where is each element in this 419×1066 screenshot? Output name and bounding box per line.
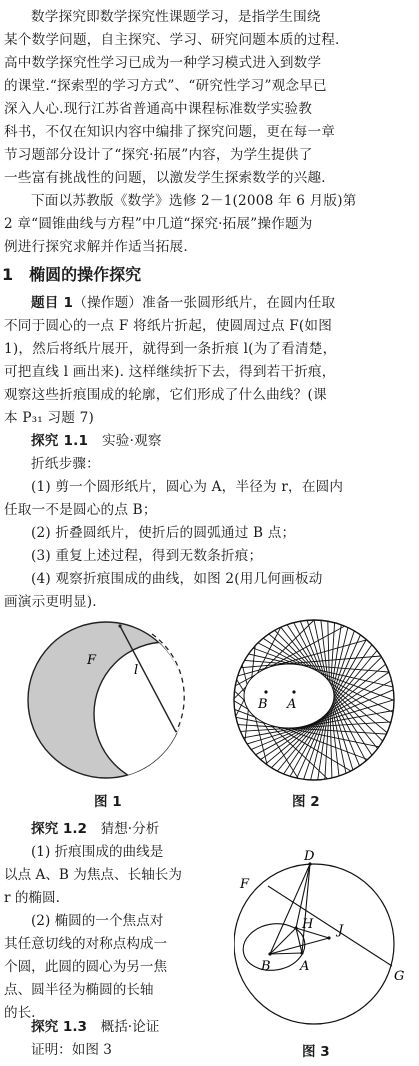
intro-line: 例进行探究求解并作适当拓展. bbox=[4, 239, 188, 255]
explore-line: (3) 重复上述过程，得到无数条折痕； bbox=[31, 548, 263, 564]
fig3-label-a: A bbox=[300, 959, 310, 974]
figure-3 bbox=[234, 850, 414, 1030]
fig3-ellipse bbox=[239, 919, 308, 975]
problem-line: 可把直线 l 画出来). 这样继续折下去，得到若干折痕， bbox=[4, 364, 336, 380]
figure-2 bbox=[222, 612, 412, 786]
explore-title: 概括·论证 bbox=[100, 1019, 160, 1035]
intro-line: 科书，不仅在知识内容中编排了探究问题，更在每一章 bbox=[4, 124, 336, 140]
intro-line: 深入人心.现行江苏省普通高中课程标准数学实验教 bbox=[4, 101, 312, 117]
problem-line: （操作题）准备一张圆形纸片，在圆内任取 bbox=[73, 295, 336, 311]
explore-line: r 的椭圆. bbox=[4, 890, 60, 906]
explore-line: 其任意切线的对称点构成一 bbox=[4, 936, 168, 952]
figure-1 bbox=[16, 614, 206, 784]
fig1-label-l: l bbox=[134, 663, 139, 678]
explore-title: 猜想·分析 bbox=[100, 821, 160, 837]
explore-line: (1) 剪一个圆形纸片，圆心为 A，半径为 r，在圆内 bbox=[31, 479, 344, 495]
fig3-label-h: H bbox=[302, 917, 314, 932]
problem-line: 不同于圆心的一点 F 将纸片折起，使圆周过点 F(如图 bbox=[4, 318, 332, 334]
explore-1-2 bbox=[4, 818, 236, 1025]
explore-line: (2) 折叠圆纸片，使折后的圆弧通过 B 点； bbox=[31, 525, 296, 541]
intro-line: 一些富有挑战性的问题，以激发学生探索数学的兴趣. bbox=[4, 170, 326, 186]
fig2-label-b: B bbox=[258, 697, 268, 712]
problem-line: 本 P₃₁ 习题 7) bbox=[4, 410, 94, 426]
fig2-label-a: A bbox=[287, 697, 297, 712]
fig3-label-b: B bbox=[261, 959, 271, 974]
explore-line: (4) 观察折痕围成的曲线，如图 2(用几何画板动 bbox=[31, 571, 323, 587]
fig1-label-f: F bbox=[87, 653, 97, 668]
explore-line: 点、圆半径为椭圆的长轴 bbox=[4, 982, 154, 998]
figure-3-caption: 图 3 bbox=[302, 1044, 330, 1060]
explore-1-1 bbox=[4, 430, 412, 614]
explore-title: 实验·观察 bbox=[102, 433, 162, 449]
explore-label: 探究 1.1 bbox=[31, 433, 89, 449]
explore-line: 画演示更明显). bbox=[4, 594, 97, 610]
intro-line: 数学探究即数学探究性课题学习，是指学生围绕 bbox=[31, 9, 321, 25]
figure-1-caption: 图 1 bbox=[94, 794, 122, 810]
intro-line: 2 章“圆锥曲线与方程”中几道“探究·拓展”操作题为 bbox=[4, 216, 313, 232]
problem-line: 观察这些折痕围成的轮廓，它们形成了什么曲线？(课 bbox=[4, 387, 327, 403]
explore-label: 探究 1.2 bbox=[31, 821, 88, 837]
explore-label: 探究 1.3 bbox=[31, 1019, 88, 1035]
figure-2-caption: 图 2 bbox=[292, 794, 320, 810]
problem-label: 题目 1 bbox=[31, 295, 74, 311]
explore-line: 折纸步骤： bbox=[31, 456, 100, 472]
intro-line: 高中数学探究性学习已成为一种学习模式进入到数学 bbox=[4, 55, 322, 71]
section-heading: 1 椭圆的操作探究 bbox=[2, 265, 142, 284]
fig3-label-j: J bbox=[338, 923, 344, 938]
explore-line: (1) 折痕围成的曲线是 bbox=[31, 844, 164, 860]
intro-line: 节习题部分设计了“探究·拓展”内容，为学生提供了 bbox=[4, 147, 313, 163]
fig3-label-d: D bbox=[304, 850, 315, 864]
fig3-circle bbox=[234, 864, 394, 1024]
problem-1 bbox=[4, 292, 412, 430]
explore-line: 个圆，此圆的圆心为另一焦 bbox=[4, 959, 168, 975]
problem-line: 1)，然后将纸片展开，就得到一条折痕 l(为了看清楚， bbox=[4, 341, 337, 357]
fig3-label-g: G bbox=[394, 969, 405, 984]
explore-line: 任取一不是圆心的点 B； bbox=[4, 502, 157, 518]
fig2-ellipse bbox=[244, 664, 334, 728]
explore-line: (2) 椭圆的一个焦点对 bbox=[31, 913, 164, 929]
explore-1-3 bbox=[4, 1016, 236, 1062]
intro-line: 的课堂.“探索型的学习方式”、“研究性学习”观念早已 bbox=[4, 78, 327, 94]
explore-line: 证明：如图 3 bbox=[31, 1042, 112, 1058]
fig3-label-f: F bbox=[240, 877, 250, 892]
intro-line: 下面以苏教版《数学》选修 2－1(2008 年 6 月版)第 bbox=[31, 193, 357, 209]
explore-line: 以点 A、B 为焦点、长轴长为 bbox=[4, 867, 182, 883]
intro-paragraph bbox=[4, 6, 412, 259]
explore-line: 的长. bbox=[4, 1005, 36, 1021]
intro-line: 某个数学问题，自主探究、学习、研究问题本质的过程. bbox=[4, 32, 340, 48]
